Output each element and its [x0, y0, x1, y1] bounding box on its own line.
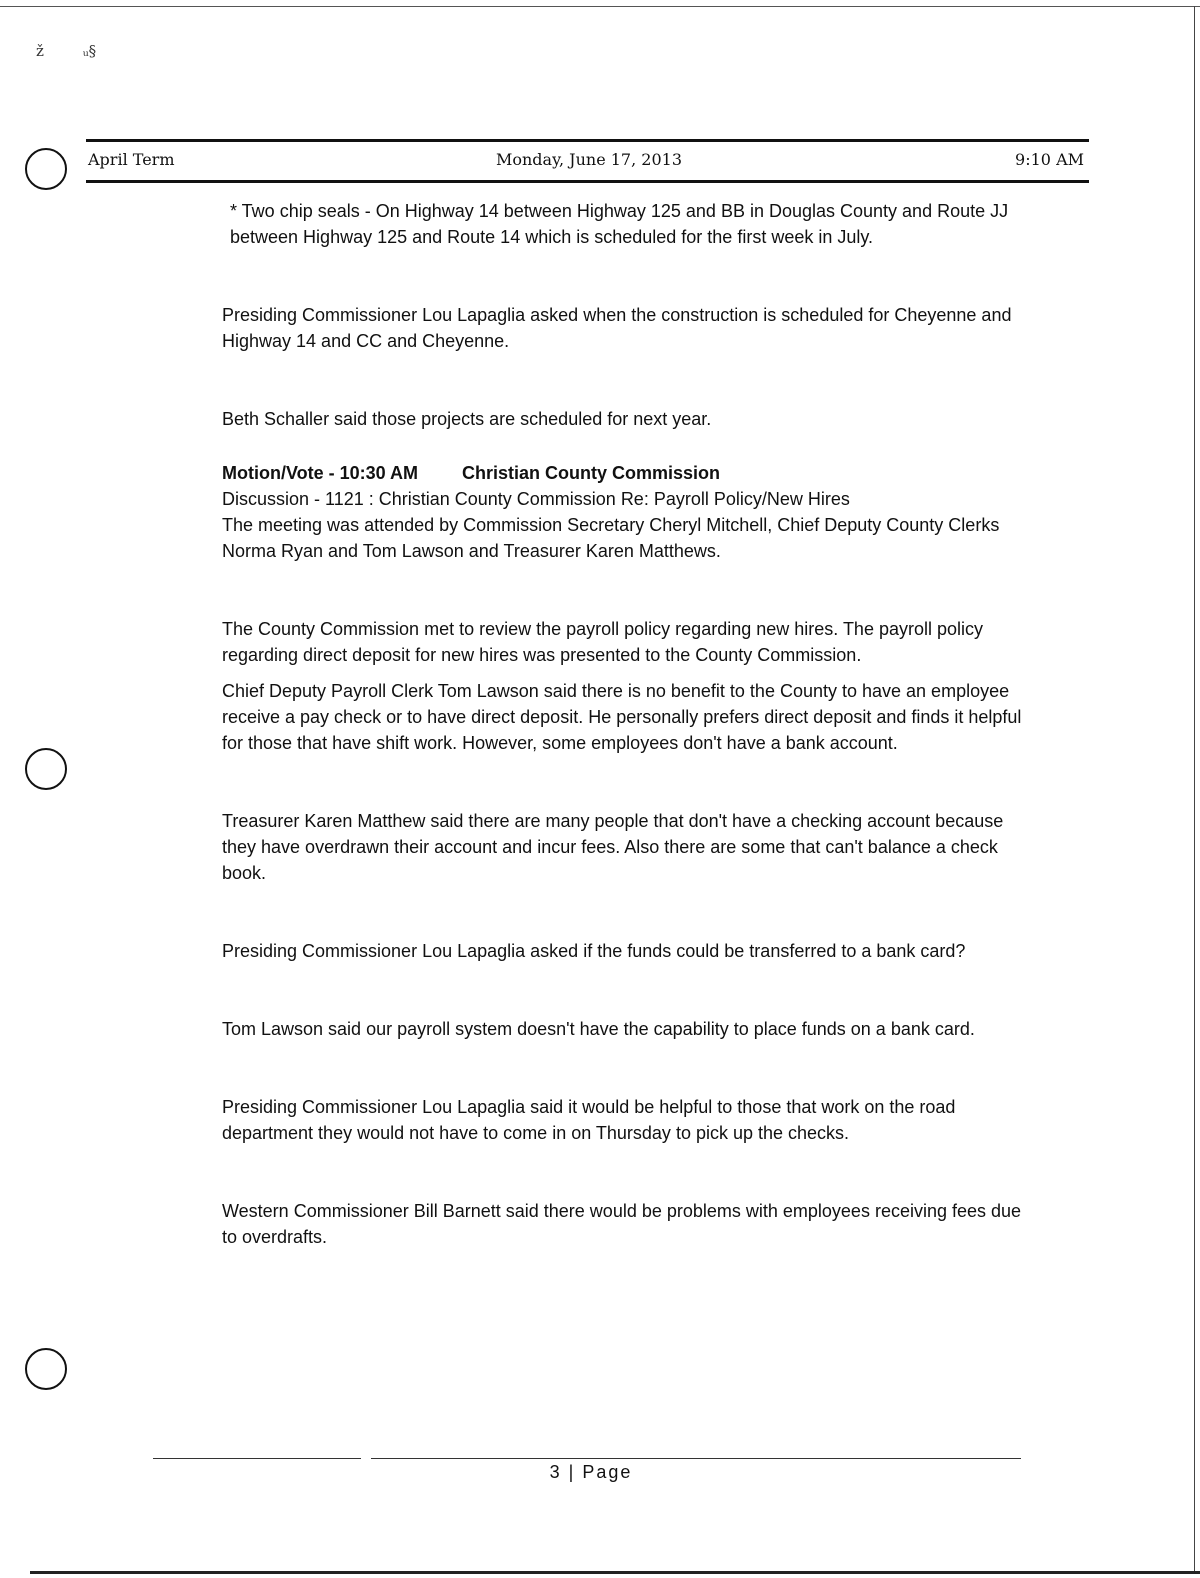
- handwritten-mark-left: ž: [36, 42, 44, 60]
- motion-discussion: Discussion - 1121 : Christian County Commission Re: Payroll Policy/New Hires: [222, 489, 850, 509]
- paragraph-barnett: Western Commissioner Bill Barnett said there would be problems with employees receiving fees due to overdrafts.: [222, 1201, 1022, 1247]
- motion-label: Motion/Vote - 10:30 AM: [222, 463, 419, 483]
- handwritten-mark-right: ᵤ§: [82, 42, 97, 60]
- paragraph-matthew: Treasurer Karen Matthew said there are many people that don't have a checking account because they have overdrawn their account and incur fees. Also there are some that can't balance a check book.: [222, 811, 1004, 883]
- header-time: 9:10 AM: [1015, 150, 1084, 169]
- header-term: April Term: [88, 150, 175, 169]
- paragraph-lapaglia-road: Presiding Commissioner Lou Lapaglia said it would be helpful to those that work on the road department they would not have to come in on Thursday to pick up the checks.: [222, 1097, 956, 1143]
- chip-seal-bullet: * Two chip seals - On Highway 14 between Highway 125 and BB in Douglas County and Route JJ between Highway 125 and Route 14 which is scheduled for the first week in July.: [230, 201, 1009, 247]
- header-date: Monday, June 17, 2013: [495, 150, 682, 169]
- paragraph-lapaglia-bank-card: Presiding Commissioner Lou Lapaglia asked if the funds could be transferred to a bank card?: [222, 941, 966, 961]
- minutes-body: [222, 198, 1032, 1250]
- scan-edge-right: [1194, 6, 1195, 1574]
- scan-edge-top: [0, 6, 1200, 7]
- header-rule-bottom: [86, 180, 1089, 183]
- header-rule-top: [86, 139, 1089, 142]
- handwritten-marks: [36, 42, 130, 60]
- footer-rule: [153, 1458, 361, 1459]
- scan-edge-bottom: [30, 1571, 1200, 1574]
- paragraph-lawson-capability: Tom Lawson said our payroll system doesn't have the capability to place funds on a bank card.: [222, 1019, 975, 1039]
- paragraph-schaller: Beth Schaller said those projects are scheduled for next year.: [222, 409, 712, 429]
- punch-hole-icon: [25, 1348, 67, 1390]
- motion-title: Christian County Commission: [462, 463, 721, 483]
- footer-rule: [371, 1458, 1021, 1459]
- motion-heading: [222, 460, 1032, 486]
- punch-hole-icon: [25, 748, 67, 790]
- motion-attendance: The meeting was attended by Commission Secretary Cheryl Mitchell, Chief Deputy County Clerks Norma Ryan and Tom Lawson and Treasurer Karen Matthews.: [222, 515, 1000, 561]
- paragraph-review: The County Commission met to review the payroll policy regarding new hires. The payroll policy regarding direct deposit for new hires was presented to the County Commission.: [222, 619, 984, 665]
- paragraph-lawson-benefit: Chief Deputy Payroll Clerk Tom Lawson said there is no benefit to the County to have an employee receive a pay check or to have direct deposit. He personally prefers direct deposit and finds it helpful for those that have shift work. However, some employees don't have a bank account.: [222, 681, 1022, 753]
- page-number: 3 | Page: [549, 1462, 633, 1482]
- paragraph-lapaglia-construction: Presiding Commissioner Lou Lapaglia asked when the construction is scheduled for Cheyenne and Highway 14 and CC and Cheyenne.: [222, 305, 1012, 351]
